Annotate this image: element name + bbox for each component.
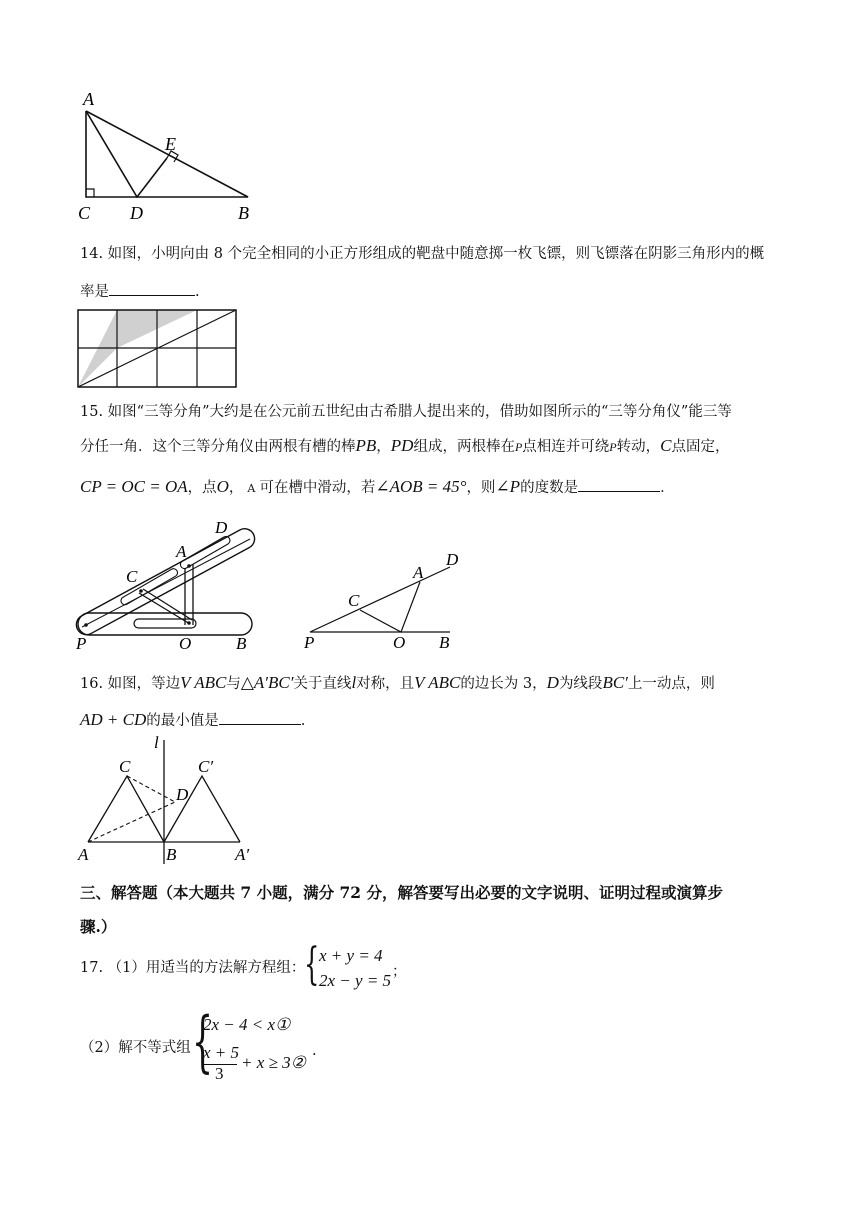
math-l: l: [351, 673, 357, 692]
math-C: C: [660, 436, 672, 455]
q16-line2: [80, 708, 305, 732]
answer-blank-14[interactable]: [109, 279, 195, 296]
q16-text-e: 的边长为 3，: [460, 676, 547, 692]
math-angle-P: ∠P: [495, 477, 521, 496]
fig16-label-D: D: [176, 785, 189, 804]
left-label-P: P: [76, 634, 87, 653]
q16-text-c: 关于直线: [293, 676, 352, 692]
equation-1: x + y = 4: [319, 946, 383, 965]
fig16-label-C: C: [119, 757, 131, 776]
fig16-label-l: l: [154, 733, 159, 752]
q15-sep: ，: [376, 439, 391, 455]
figure-symmetric-triangles: [72, 732, 268, 866]
q15-text-3e: 的度数是: [520, 480, 579, 496]
q17-number: 17.: [80, 960, 104, 976]
label-A: A: [83, 89, 94, 109]
figure-right-triangle: [70, 85, 270, 225]
right-label-P: P: [304, 633, 315, 652]
label-D: D: [130, 203, 143, 223]
answer-blank-15[interactable]: [578, 475, 660, 492]
left-label-A: A: [176, 542, 187, 561]
brace-icon-2: {: [192, 1003, 213, 1080]
q16-text-d: 对称，且: [356, 676, 415, 692]
q14-number: 14.: [80, 246, 104, 262]
question-16: [80, 672, 715, 695]
right-label-B: B: [439, 633, 450, 652]
answer-blank-16[interactable]: [219, 708, 301, 725]
math-P-small: P: [514, 440, 523, 454]
q16-text-b: 与: [226, 676, 241, 692]
math-P-small-2: P: [609, 440, 617, 454]
math-triangle-ABC: V ABC: [180, 673, 227, 692]
q17-part2-end: .: [312, 1043, 317, 1059]
q14-line2: [80, 279, 200, 303]
q16-end: .: [300, 713, 306, 729]
q14-line2-prefix: 率是: [80, 284, 109, 300]
section-3-heading: [80, 876, 723, 944]
q14-line1: 如图，小明向由 8 个完全相同的小正方形组成的靶盘中随意掷一枚飞镖，则飞镖落在阴影三角形内的概: [107, 246, 765, 262]
fig16-label-C-prime: C′: [198, 757, 214, 776]
label-B: B: [238, 203, 249, 223]
equation-2: 2x − y = 5: [319, 971, 392, 990]
math-triangle-A2BC2: △A′BC′: [240, 673, 294, 692]
q14-line2-suffix: .: [195, 284, 200, 300]
q15-line1: 如图“三等分角”大约是在公元前五世纪由古希腊人提出来的，借助如图所示的“三等分角仪”能三等: [107, 404, 732, 420]
inequality-system: [192, 1003, 312, 1086]
q15-text-b: 组成，两根棒在: [413, 439, 515, 455]
q15-text-3d: ，则: [466, 480, 496, 496]
question-17: [80, 957, 305, 979]
question-14: [80, 243, 764, 265]
right-label-D: D: [446, 550, 459, 569]
q17-part2-label: （2）解不等式组: [80, 1040, 191, 1056]
math-D: D: [546, 673, 559, 692]
q16-text-2a: 的最小值是: [146, 713, 219, 729]
figure-trisector-device: [72, 515, 282, 653]
left-label-D: D: [215, 518, 228, 537]
fig16-label-A: A: [78, 845, 89, 864]
math-AD-CD: AD + CD: [80, 710, 147, 729]
inequality-2: [203, 1041, 313, 1083]
left-label-C: C: [126, 567, 138, 586]
q16-number: 16.: [80, 676, 104, 692]
q15-text-a: 分任一角．这个三等分角仪由两根有槽的棒: [80, 439, 356, 455]
brace-icon: {: [304, 939, 320, 990]
right-label-C: C: [348, 591, 360, 610]
q15-text-e: 点固定，: [671, 439, 730, 455]
label-C: C: [78, 203, 91, 223]
math-CP-OC-OA: CP = OC = OA: [80, 477, 188, 496]
q15-number: 15.: [80, 404, 104, 420]
q15-text-c: 点相连并可绕: [522, 439, 610, 455]
q15-text-3c: 可在槽中滑动，若: [259, 480, 376, 496]
math-triangle-ABC-2: V ABC: [414, 673, 461, 692]
math-PD: PD: [390, 436, 414, 455]
right-label-A: A: [413, 563, 424, 582]
left-label-B: B: [236, 634, 247, 653]
left-label-O: O: [179, 634, 192, 653]
q16-text-a: 如图，等边: [107, 676, 181, 692]
question-15: [80, 401, 732, 423]
section-3-line1: 三、解答题（本大题共 7 小题，满分 72 分，解答要写出必要的文字说明、证明过程或演算步: [80, 883, 723, 902]
right-label-O: O: [393, 633, 406, 652]
equation-system: [304, 939, 394, 994]
figure-target-board: [77, 309, 239, 389]
q15-line3: [80, 475, 675, 500]
figure-trisector-geometry: [300, 548, 470, 652]
q15-line2: [80, 435, 729, 458]
q16-text-g: 上一动点，则: [627, 676, 715, 692]
math-A-small: A: [247, 482, 256, 495]
math-BC2: BC′: [602, 673, 628, 692]
fig16-label-B: B: [166, 845, 177, 864]
q15-end: ．: [660, 480, 675, 496]
q15-text-d: 转动，: [616, 439, 661, 455]
fraction-numerator: x + 5: [203, 1043, 240, 1062]
math-PB: PB: [355, 436, 377, 455]
q15-text-3b: ，: [228, 480, 244, 496]
q17-part1-label: （1）用适当的方法解方程组：: [107, 960, 306, 976]
label-E: E: [165, 134, 176, 154]
q15-text-3a: ，点: [187, 480, 217, 496]
inequality-2-rest: + x ≥ 3②: [241, 1053, 306, 1072]
math-O: O: [216, 477, 229, 496]
fig16-label-A-prime: A′: [235, 845, 250, 864]
math-angle-AOB: ∠AOB = 45°: [375, 477, 467, 496]
q16-text-f: 为线段: [558, 676, 603, 692]
q17-part1-end: ；: [392, 964, 407, 980]
q17-part2: [80, 1037, 191, 1059]
fraction-denominator: 3: [215, 1064, 224, 1083]
inequality-1: 2x − 4 < x①: [203, 1015, 291, 1034]
section-3-line2: 骤.）: [80, 917, 117, 936]
